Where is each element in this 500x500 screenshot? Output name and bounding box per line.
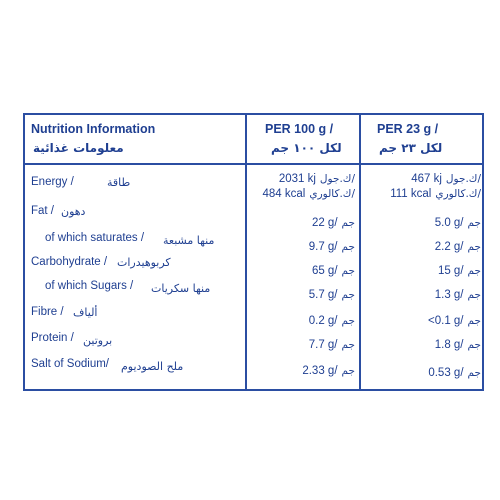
fat-per100: 22 g/ جم <box>311 217 355 229</box>
info-title-en: Nutrition Information <box>31 122 156 136</box>
protein-per100: 7.7 g/ جم <box>308 339 355 351</box>
col1-title-en: PER 100 g / <box>265 122 334 136</box>
sodium-per23: 0.53 g/ جم <box>428 367 481 379</box>
fat-label-en: Fat / <box>31 205 55 217</box>
sugars-label-en: of which Sugars / <box>45 280 134 292</box>
energy-per23-kcal: 111 kcal /ك.كالوري <box>390 188 481 200</box>
fibre-label-ar: ألياف <box>73 306 98 319</box>
carbohydrate-per100: 65 g/ جم <box>311 265 355 277</box>
header-divider <box>25 163 482 165</box>
col2-title-ar: لكل ٢٣ جم <box>379 141 443 155</box>
sodium-per100: 2.33 g/ جم <box>302 365 355 377</box>
fat-label-ar: دهون <box>61 205 86 218</box>
saturates-label-ar: منها مشبعة <box>163 234 215 247</box>
info-title-ar: معلومات غذائية <box>33 141 124 155</box>
fibre-per100: 0.2 g/ جم <box>308 315 355 327</box>
saturates-per100: 9.7 g/ جم <box>308 241 355 253</box>
sugars-per23: 1.3 g/ جم <box>434 289 481 301</box>
sodium-label-ar: ملح الصوديوم <box>121 360 184 373</box>
col1-title-ar: لكل ١٠٠ جم <box>271 141 342 155</box>
fibre-per23: <0.1 g/ جم <box>428 315 481 327</box>
protein-per23: 1.8 g/ جم <box>434 339 481 351</box>
energy-label-ar: طاقة <box>107 176 131 189</box>
sugars-per100: 5.7 g/ جم <box>308 289 355 301</box>
carbohydrate-label-ar: كربوهيدرات <box>117 256 171 269</box>
energy-per100-kj: 2031 kj /ك.جول <box>278 173 355 185</box>
fibre-label-en: Fibre / <box>31 306 64 318</box>
protein-label-ar: بروتين <box>83 334 113 347</box>
energy-label-en: Energy / <box>31 176 74 188</box>
sodium-label-en: Salt of Sodium/ <box>31 358 109 370</box>
energy-per100-kcal: 484 kcal /ك.كالوري <box>262 188 355 200</box>
carbohydrate-label-en: Carbohydrate / <box>31 256 108 268</box>
saturates-per23: 2.2 g/ جم <box>434 241 481 253</box>
carbohydrate-per23: 15 g/ جم <box>437 265 481 277</box>
protein-label-en: Protein / <box>31 332 74 344</box>
energy-per23-kj: 467 kj /ك.جول <box>411 173 481 185</box>
sugars-label-ar: منها سكريات <box>151 282 211 295</box>
nutrition-table <box>23 113 484 391</box>
fat-per23: 5.0 g/ جم <box>434 217 481 229</box>
col2-title-en: PER 23 g / <box>377 122 439 136</box>
saturates-label-en: of which saturates / <box>45 232 145 244</box>
